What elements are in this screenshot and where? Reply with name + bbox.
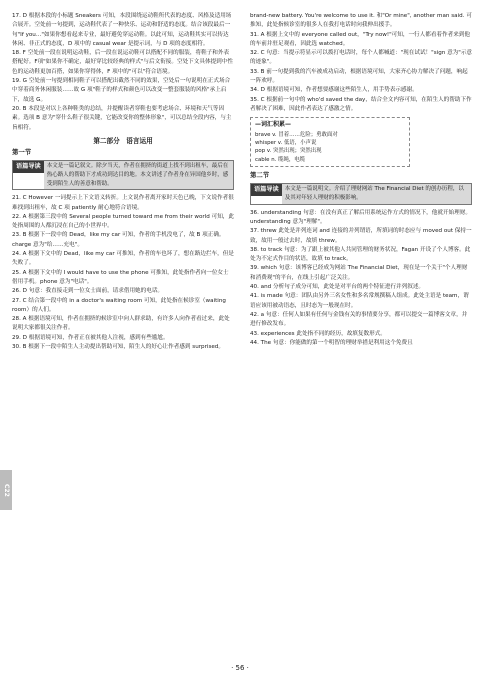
passage-guide-tag: 语篇导读 bbox=[13, 161, 44, 173]
answer-paragraph: 33. B 前一句提到我的汽车被成功启动，根据语境可知，大家齐心协力解决了问题，响起一阵欢呼。 bbox=[250, 68, 468, 85]
answer-paragraph: 23. B 根据下一段中的 Dead，like my car 可知，作者的手机没电了，故 B 项正确。charge 意为"给……充电"。 bbox=[12, 232, 225, 248]
left-column bbox=[12, 12, 234, 352]
vocabulary-box bbox=[250, 117, 410, 167]
vocabulary-item: whisper v. 低语，小声说 bbox=[255, 139, 317, 146]
passage-guide-text: 本文是一篇记叙文。除夕当天，作者在拥挤的街道上找不到出租车，最后在热心路人的帮助下才成功到达目的地。本文讲述了作者身在异国他乡时，感受到陌生人的善意和帮助。 bbox=[44, 161, 233, 189]
answer-paragraph: 35. C 根据前一句中的 who'd saved the day，结合全文内容可知，在陌生人的帮助下作者解决了困难，因此作者表达了感激之情。 bbox=[250, 96, 472, 112]
answer-paragraph: 37. threw 此处是并列连词 and 连接的并列谓语，所填词的时态应与 moved out 保持一致，故用一般过去时，故填 threw。 bbox=[250, 228, 472, 244]
answer-paragraph: 26. D 句意：我直接走到一位女士面前，请求借用她的电话。 bbox=[12, 288, 164, 295]
passage-guide-box bbox=[12, 160, 234, 190]
answer-paragraph: 21. C However 一词提示上下文语义转折。上文说作者离开家时天色已晚，下文说作者很难找到出租车，故 C 项 patiently 耐心地符合语境。 bbox=[12, 195, 234, 211]
answer-paragraph: 27. C 结合第一段中的 in a doctor's waiting room 可知，此处指在候诊室（waiting room）的人们。 bbox=[12, 297, 226, 313]
answer-paragraph: 24. A 根据下文中的 Dead，like my car 可推知，作者的车也坏了，想在路边拦车，但是失败了。 bbox=[12, 251, 234, 267]
vocabulary-item: brave v. 冒着……危险；勇敢面对 bbox=[255, 131, 338, 138]
answer-paragraph: 36. understanding 句意：在没有真正了解后用系统运作方式的情况下，他就开始理财。understanding 意为"理解"。 bbox=[250, 209, 471, 225]
answer-paragraph: 18. F 空处前一段在说明运动鞋，后一段在说运动鞋可以搭配不同的服装，将鞋子和外表搭配好。F项"如果你不确定，最好穿比较经典的样式"与后文衔接。空处下文具体提到中性色的运动鞋更加百搭，如果你穿得体，F 项中的"可以"符合语境。 bbox=[12, 50, 233, 75]
answer-paragraph: 30. B 根据下一段中陌生人主动提出帮助可知，陌生人的好心让作者感到 surprised。 bbox=[12, 343, 224, 350]
side-tab-label: C22 bbox=[0, 470, 12, 510]
answer-paragraph: 19. G 空处前一句提到相同鞋子可以搭配出截然不同的效果，空处后一句说明在正式场合中穿着商务休闲服装……故 G 项"鞋子的样式和颜色可以改变一整套服装的风格"承上启下，故选 G。 bbox=[12, 78, 231, 103]
section1-title: 第一节 bbox=[12, 148, 32, 157]
passage-guide-box bbox=[250, 183, 472, 204]
answer-paragraph: brand-new battery. You're welcome to use it. 和"Or mine", another man said. 可推知，此处指候诊室的很多人在我打电话时向我伸出援手。 bbox=[250, 13, 472, 29]
vocabulary-item: pop v. 突然出现；突然出现 bbox=[255, 148, 322, 155]
right-column bbox=[250, 12, 472, 348]
answer-paragraph: 43. experiences 此处指不同的经历，故填复数形式。 bbox=[250, 330, 386, 337]
answer-paragraph: 41. is made 句意：团队由另外三名女性和多名常规撰稿人组成。此处主语是 team，谓语应该用被动语态，且时态为一般现在时。 bbox=[250, 293, 469, 309]
answer-paragraph: 20. B 本段是对以上各种鞋类的总结，并提醒读者穿鞋也要考虑场合、环境和天气等因素。选项 B 意为"穿什么鞋子很关键，它能改变你的整体形象"，可以总结全段内容，与主旨相符。 bbox=[12, 105, 232, 131]
answer-paragraph: 44. The 句意：你能做的第一个明智的理财举措是利用这个免费且 bbox=[250, 339, 413, 346]
answer-paragraph: 28. A 根据语境可知，作者在拥挤的候诊室中向人群求助，有许多人向作者看过来，此处说明大家都很关注作者。 bbox=[12, 316, 230, 332]
answer-paragraph: 34. D 根据语境可知，作者想要感谢这些陌生人，用手势表示感谢。 bbox=[250, 87, 418, 94]
answer-paragraph: 22. A 根据第三段中的 Several people turned toward me from their world 可知，此处指周围的人都沉浸在自己的小世界中。 bbox=[12, 213, 234, 230]
vocabulary-title: —词汇积累— bbox=[255, 121, 292, 129]
answer-paragraph: 39. which 句意：该博客已经成为网站 The Financial Diet，现在是一个关于"个人理财和消费观"的平台，在线上引起广泛关注。 bbox=[250, 265, 468, 281]
passage-guide-text: 本文是一篇说明文。介绍了理财网站 The Financial Diet 的创办历程，以及其对年轻人理财的积极影响。 bbox=[282, 184, 471, 203]
answer-paragraph: 40. and 分析句子成分可知，此处是对平台的两个特征进行并列叙述。 bbox=[250, 284, 425, 291]
answer-paragraph: 29. D 根据语境可知，作者正在被其他人注视，感到有些尴尬。 bbox=[12, 334, 169, 341]
answer-paragraph: 25. A 根据下文中的 I would have to use the phone 可推知，此处指作者向一位女士借用手机。phone 意为"电话"。 bbox=[12, 269, 229, 285]
answer-paragraph: 17. D 根据本段的小标题 Sneakers 可知，本段围绕运动鞋所代表的态度、风格及适用场合展开。空处前一句提到，运动鞋代表了一种快乐、运动和舒适的态度。结合该段最后一句"If you…"如果你想看起来专业，最好避免穿运动鞋。以此可知，运动鞋其实可以传达休闲、非正式的态度，D 项中的 casual wear 是提示词，与 D 项的态度相符。 bbox=[12, 13, 232, 47]
answer-paragraph: 42. a 句意：任何人如果有任何与金钱有关的事情要分享，都可以提交一篇博客文章，并进行修改发布。 bbox=[250, 311, 468, 328]
answer-paragraph: 38. to track 句意：为了跟上被其他人共同管理的财务状况，Fagan 开设了个人博客。此处为不定式作目的状语，故填 to track。 bbox=[250, 246, 471, 263]
vocabulary-item: cable n. 缆绳，电缆 bbox=[255, 156, 306, 163]
section-title: 第二部分 语言运用 bbox=[93, 136, 153, 145]
answer-paragraph: 32. C 句意：当提示符显示可以拨打电话时，每个人都喊道："现在试试！"sign 意为"示意的迹象"。 bbox=[250, 50, 473, 66]
section2-title: 第二节 bbox=[250, 171, 270, 180]
answer-paragraph: 31. A 根据上文中的 everyone called out，"Try now!"可知，一行人都看着作者来到他的车前并驻足观看，因此选 watched。 bbox=[250, 31, 470, 47]
passage-guide-tag: 语篇导读 bbox=[251, 184, 282, 196]
page-number: · 56 · bbox=[231, 664, 249, 672]
